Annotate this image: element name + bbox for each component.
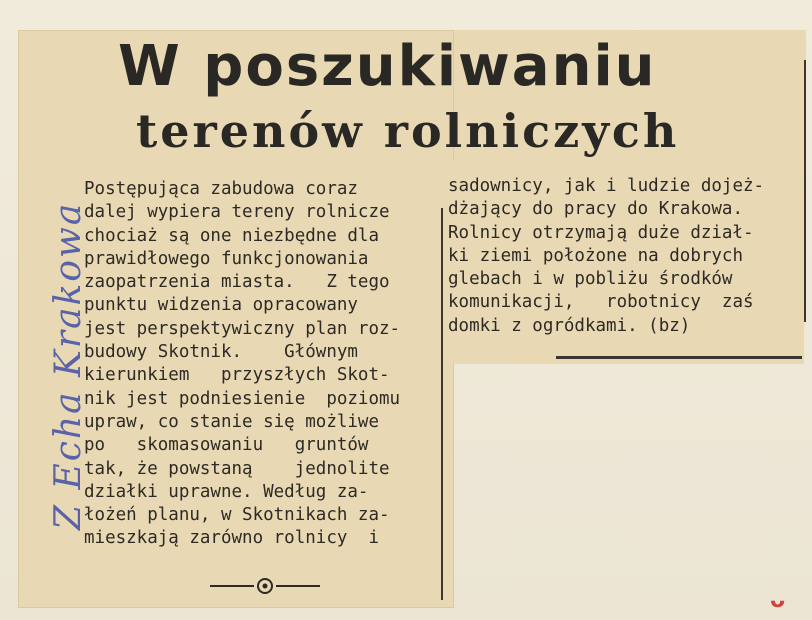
article-line: nik jest podniesienie poziomu — [84, 388, 401, 409]
article-line: Postępująca zabudowa coraz — [84, 179, 358, 199]
article-line: Rolnicy otrzymają duże dział- — [448, 222, 754, 243]
article-column-right — [448, 175, 798, 338]
article-end-rule — [556, 356, 802, 359]
article-line: budowy Skotnik. Głównym — [84, 342, 358, 363]
article-line: mieszkają zarówno rolnicy i — [84, 528, 380, 549]
article-line: tak, że powstaną jednolite — [84, 458, 390, 479]
article-line: domki z ogródkami. (bz) — [448, 315, 691, 336]
article-line: po skomasowaniu gruntów — [84, 435, 369, 456]
red-mark-icon: ᴗ — [770, 588, 786, 613]
clipping-right-edge-rule — [804, 60, 806, 322]
headline-line-1: W poszukiwaniu — [118, 34, 657, 99]
article-line: dalej wypiera tereny rolnicze — [84, 202, 390, 223]
article-line: prawidłowego funkcjonowania — [84, 248, 369, 269]
column-divider — [441, 208, 443, 600]
handwritten-source-note — [10, 150, 89, 530]
article-line: komunikacji, robotnicy zaś — [448, 292, 754, 313]
article-line: dżający do pracy do Krakowa. — [448, 199, 744, 220]
article-line: upraw, co stanie się możliwe — [84, 411, 380, 432]
article-line: glebach i w pobliżu środków — [448, 269, 733, 290]
article-line: łożeń planu, w Skotnikach za- — [84, 505, 390, 526]
article-line: punktu widzenia opracowany — [84, 295, 358, 316]
article-line: kierunkiem przyszłych Skot- — [84, 365, 390, 386]
article-column-left — [84, 178, 434, 551]
headline-line-2: terenów rolniczych — [136, 104, 680, 158]
article-line: działki uprawne. Według za- — [84, 481, 369, 502]
article-line: zaopatrzenia miasta. Z tego — [84, 272, 390, 293]
handwritten-note-text: Z Echa Krakowa — [48, 201, 89, 530]
article-line: sadownicy, jak i ludzie dojeż- — [448, 176, 765, 196]
article-line: chociaż są one niezbędne dla — [84, 225, 380, 246]
article-line: jest perspektywiczny plan roz- — [84, 318, 401, 339]
ornament-divider-icon — [210, 576, 320, 596]
article-line: ki ziemi położone na dobrych — [448, 245, 744, 266]
